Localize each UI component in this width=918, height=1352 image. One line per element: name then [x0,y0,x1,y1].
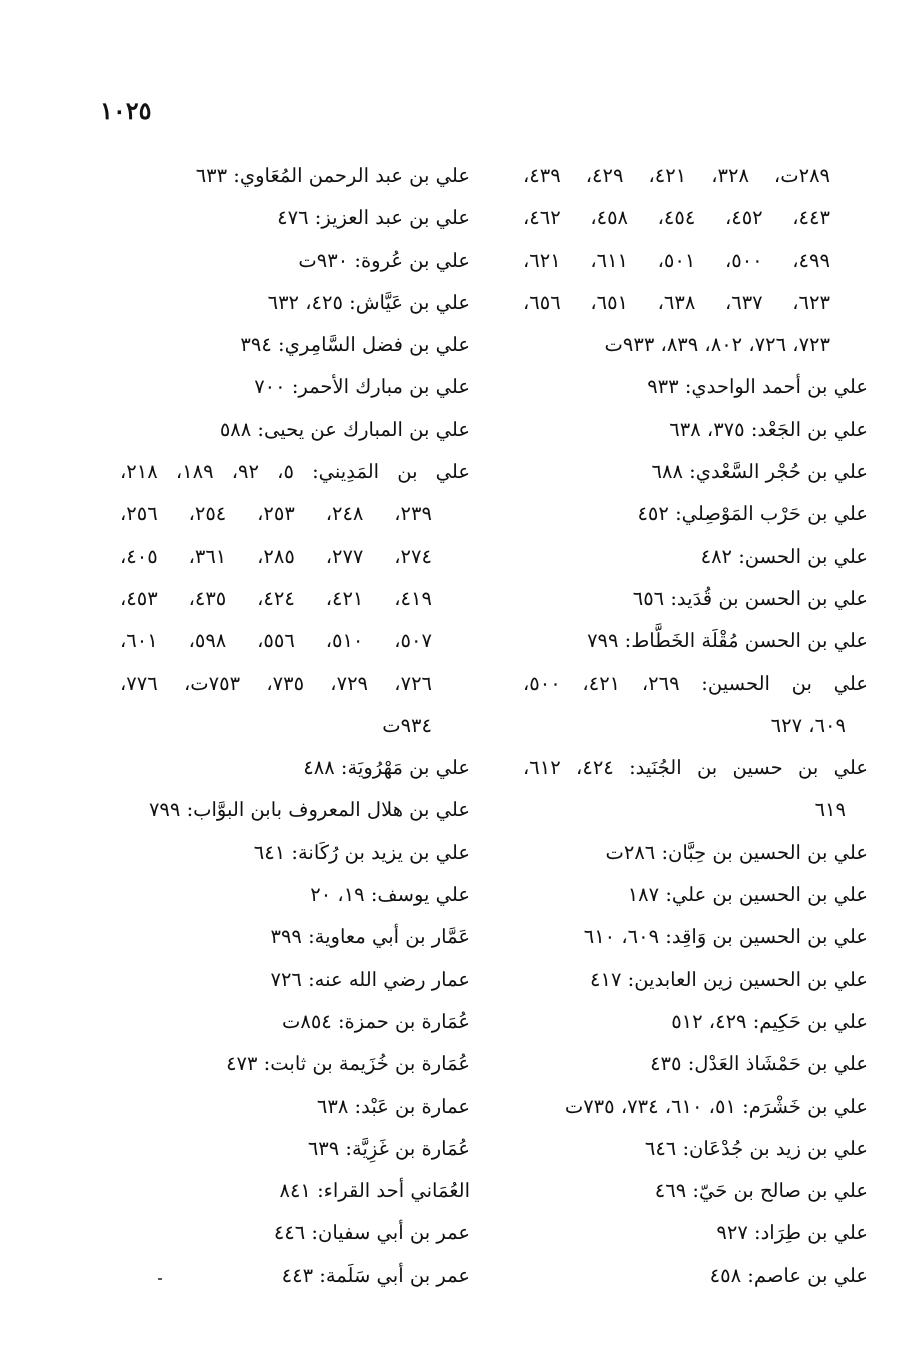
index-entry: علي بن المبارك عن يحيى: ٥٨٨ [219,417,470,441]
index-entry: عُمَارة بن غَزِيَّة: ٦٣٩ [307,1136,470,1160]
footer-mark [158,1278,162,1280]
index-entry-continuation: ٢٧٤، ٢٧٧، ٢٨٥، ٣٦١، ٤٠٥، [120,544,432,568]
index-entry: علي بن عبد العزيز: ٤٧٦ [277,206,470,230]
index-entry-continuation: ٦٢٣، ٦٣٧، ٦٣٨، ٦٥١، ٦٥٦، [523,290,830,314]
index-entry: علي يوسف: ١٩، ٢٠ [310,883,470,907]
index-entry: علي بن هلال المعروف بابن البوَّاب: ٧٩٩ [148,798,470,822]
index-entry: علي بن مبارك الأحمر: ٧٠٠ [254,375,470,399]
index-entry-continuation: ٦١٩ [814,798,846,822]
index-entry-continuation: ٦٠٩، ٦٢٧ [770,713,846,737]
index-entry: عُمَارة بن حمزة: ٨٥٤ت [281,1009,470,1033]
index-entry: علي بن الحسين: ٢٦٩، ٤٢١، ٥٠٠، [523,671,868,695]
index-entry: علي بن عاصم: ٤٥٨ [709,1263,868,1287]
index-column-right [523,155,868,1297]
index-entry: علي بن عُروة: ٩٣٠ت [298,248,470,272]
index-entry: علي بن المَدِيني: ٥، ٩٢، ١٨٩، ٢١٨، [120,460,471,484]
index-entry: علي بن طِرَاد: ٩٢٧ [716,1221,868,1245]
index-entry: علي بن خَشْرَم: ٥١، ٦١٠، ٧٣٤، ٧٣٥ت [564,1094,868,1118]
index-entry-continuation: ٤٤٣، ٤٥٢، ٤٥٤، ٤٥٨، ٤٦٢، [523,206,830,230]
index-entry: علي بن الحسين بن علي: ١٨٧ [627,883,868,907]
index-entry: علي بن حُجْر السَّعْدي: ٦٨٨ [651,460,868,484]
index-column-left [120,155,470,1297]
index-entry: علي بن الحسن مُقْلَة الخَطَّاط: ٧٩٩ [587,629,868,653]
index-entry: علي بن فضل السَّامِري: ٣٩٤ [240,333,470,357]
index-entry-continuation: ٩٣٤ت [382,713,432,737]
index-entry: عُمَارة بن خُزَيمة بن ثابت: ٤٧٣ [226,1052,470,1076]
index-entry-continuation: ٢٨٩ت، ٣٢٨، ٤٢١، ٤٢٩، ٤٣٩، [523,164,831,187]
page-number: ١٠٢٥ [100,96,152,125]
index-entry: علي بن زيد بن جُدْعَان: ٦٤٦ [644,1136,868,1160]
index-entry: علي بن عَيَّاش: ٤٢٥، ٦٣٢ [267,290,470,314]
index-entry: علي بن صالح بن حَيّ: ٤٦٩ [654,1179,868,1203]
index-entry: عَمَّار بن أبي معاوية: ٣٩٩ [270,925,470,949]
index-entry: علي بن أحمد الواحدي: ٩٣٣ [647,375,868,399]
index-entry: علي بن الحسين بن حِبَّان: ٢٨٦ت [605,840,868,864]
index-entry: علي بن الحسين بن وَاقِد: ٦٠٩، ٦١٠ [583,925,868,949]
index-entry-continuation: ٢٣٩، ٢٤٨، ٢٥٣، ٢٥٤، ٢٥٦، [120,502,432,526]
index-entry: علي بن مَهْرُويَة: ٤٨٨ [303,756,470,780]
index-entry: عمار رضي الله عنه: ٧٢٦ [270,967,470,991]
index-entry: علي بن الحسين زين العابدين: ٤١٧ [590,967,868,991]
index-entry-continuation: ٤١٩، ٤٢١، ٤٢٤، ٤٣٥، ٤٥٣، [120,586,432,610]
index-entry-continuation: ٥٠٧، ٥١٠، ٥٥٦، ٥٩٨، ٦٠١، [120,629,432,653]
index-entry: علي بن الحسن بن قُدَيد: ٦٥٦ [632,586,868,610]
index-entry: علي بن الجَعْد: ٣٧٥، ٦٣٨ [669,417,868,441]
index-entry: عمارة بن عَبْد: ٦٣٨ [316,1094,470,1118]
index-entry: عمر بن أبي سفيان: ٤٤٦ [273,1221,470,1245]
index-entry: عمر بن أبي سَلَمة: ٤٤٣ [281,1263,470,1287]
index-entry-continuation: ٧٢٣، ٧٢٦، ٨٠٢، ٨٣٩، ٩٣٣ت [604,333,830,357]
index-entry: علي بن الحسن: ٤٨٢ [700,544,868,568]
index-entry: علي بن حَمْشَاذ العَدْل: ٤٣٥ [650,1052,868,1076]
index-entry: علي بن حسين بن الجُنَيد: ٤٢٤، ٦١٢، [523,756,868,780]
index-entry-continuation: ٧٢٦، ٧٢٩، ٧٣٥، ٧٥٣ت، ٧٧٦، [120,671,433,695]
index-entry: علي بن عبد الرحمن المُعَاوي: ٦٣٣ [195,164,470,187]
index-entry: علي بن حَرْب المَوْصِلي: ٤٥٢ [637,502,868,526]
index-entry: علي بن يزيد بن رُكَانة: ٦٤١ [253,840,470,864]
index-entry: العُمَاني أحد القراء: ٨٤١ [279,1179,470,1203]
index-entry: علي بن حَكِيم: ٤٢٩، ٥١٢ [671,1009,868,1033]
index-entry-continuation: ٤٩٩، ٥٠٠، ٥٠١، ٦١١، ٦٢١، [523,248,830,272]
